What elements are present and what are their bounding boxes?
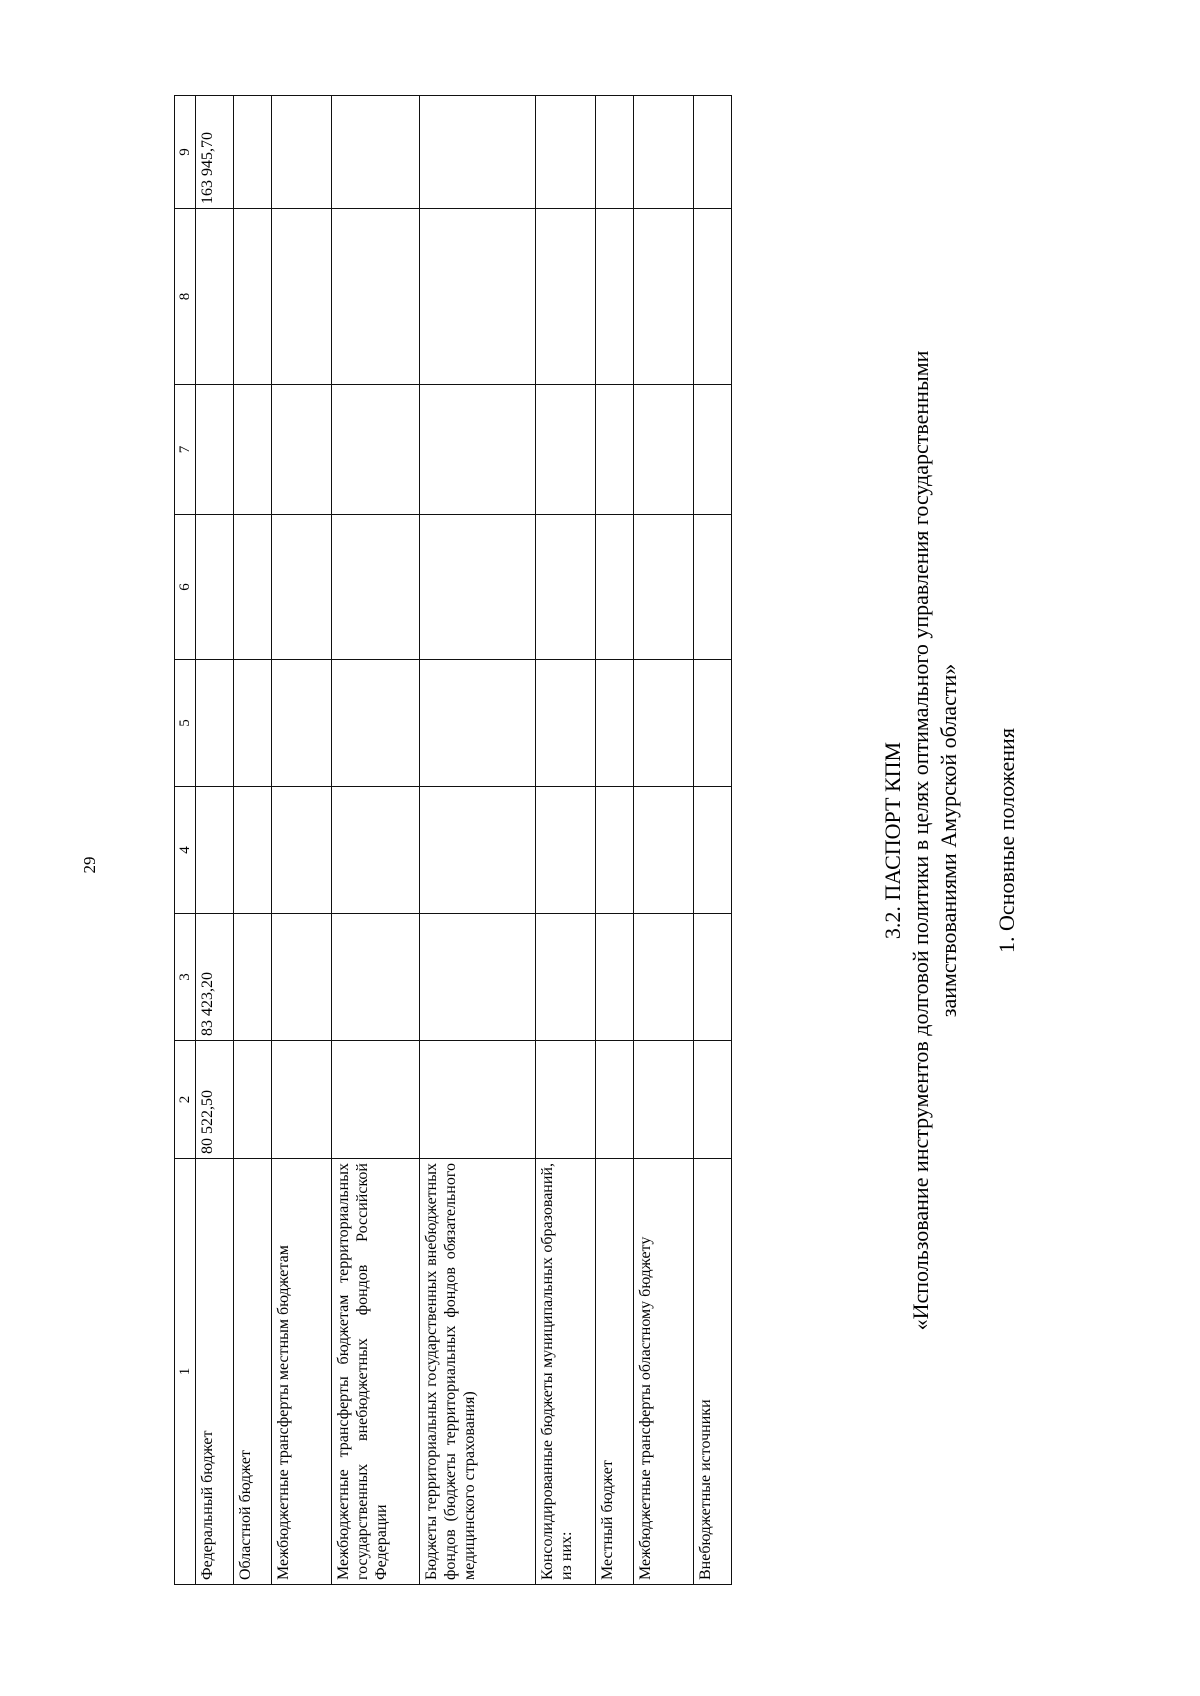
- table-cell: [536, 1041, 596, 1159]
- table-row: [634, 96, 694, 1585]
- table-cell: [420, 96, 536, 209]
- kpm-passport-title: [879, 96, 1021, 1585]
- table-cell: [596, 914, 634, 1041]
- page-number: 29: [80, 856, 99, 874]
- table-cell: [196, 209, 234, 385]
- table-cell: [536, 209, 596, 385]
- table-cell: [234, 515, 272, 660]
- table-cell: [272, 914, 332, 1041]
- table-row: [596, 96, 634, 1585]
- row-label: Внебюджетные источники: [694, 1159, 732, 1585]
- table-cell: [634, 660, 694, 787]
- table-cell: [694, 1041, 732, 1159]
- row-label: Межбюджетные трансферты областному бюджету: [634, 1159, 694, 1585]
- table-cell: [634, 515, 694, 660]
- table-cell: [332, 515, 420, 660]
- table-cell: 163 945,70: [196, 96, 234, 209]
- table-cell: [272, 209, 332, 385]
- row-label: Межбюджетные трансферты местным бюджетам: [272, 1159, 332, 1585]
- table-header-row: [175, 96, 196, 1585]
- table-cell: [536, 515, 596, 660]
- table-cell: [234, 209, 272, 385]
- column-header: 5: [175, 660, 196, 787]
- table-cell: [420, 660, 536, 787]
- table-cell: [634, 385, 694, 515]
- table-cell: [420, 385, 536, 515]
- table-cell: [634, 209, 694, 385]
- table-cell: [332, 96, 420, 209]
- table-cell: [234, 787, 272, 914]
- table-cell: [196, 787, 234, 914]
- table-cell: [234, 914, 272, 1041]
- table-cell: [536, 787, 596, 914]
- column-header: 7: [175, 385, 196, 515]
- table-cell: [694, 660, 732, 787]
- table-row: [536, 96, 596, 1585]
- row-label: Консолидированные бюджеты муниципальных образований, из них:: [536, 1159, 596, 1585]
- table-cell: [420, 1041, 536, 1159]
- table-cell: [634, 787, 694, 914]
- column-header: 9: [175, 96, 196, 209]
- table-cell: [420, 209, 536, 385]
- table-cell: 80 522,50: [196, 1041, 234, 1159]
- table-cell: [234, 385, 272, 515]
- table-cell: [694, 914, 732, 1041]
- table-row: [420, 96, 536, 1585]
- row-label: Местный бюджет: [596, 1159, 634, 1585]
- column-header: 8: [175, 209, 196, 385]
- table-cell: [634, 1041, 694, 1159]
- table-cell: [634, 914, 694, 1041]
- table-cell: [272, 96, 332, 209]
- title-line: «Использование инструментов долговой политики в целях оптимального управления государственными: [908, 350, 933, 1331]
- table-cell: [596, 385, 634, 515]
- table-cell: [234, 96, 272, 209]
- table-cell: [596, 1041, 634, 1159]
- table-cell: [694, 385, 732, 515]
- table-cell: [332, 209, 420, 385]
- table-cell: [694, 96, 732, 209]
- table-cell: [634, 96, 694, 209]
- table-cell: [596, 209, 634, 385]
- table-cell: [272, 787, 332, 914]
- table-cell: [196, 660, 234, 787]
- column-header: 2: [175, 1041, 196, 1159]
- table-cell: [272, 385, 332, 515]
- row-label: Областной бюджет: [234, 1159, 272, 1585]
- table-cell: [420, 515, 536, 660]
- table-cell: [420, 914, 536, 1041]
- table-cell: [332, 660, 420, 787]
- table-cell: [694, 209, 732, 385]
- table-cell: [596, 787, 634, 914]
- title-line: 3.2. ПАСПОРТ КПМ: [880, 741, 905, 940]
- title-line: заимствованиями Амурской области»: [936, 663, 961, 1018]
- table-cell: [272, 660, 332, 787]
- table-cell: [196, 515, 234, 660]
- column-header: 4: [175, 787, 196, 914]
- table-cell: [596, 515, 634, 660]
- table-row: [694, 96, 732, 1585]
- funding-table: [174, 95, 732, 1585]
- table-cell: [536, 660, 596, 787]
- table-cell: [332, 787, 420, 914]
- rotated-content: [174, 95, 1174, 1585]
- table-cell: [272, 1041, 332, 1159]
- column-header: 1: [175, 1159, 196, 1585]
- table-cell: [536, 96, 596, 209]
- table-cell: [234, 660, 272, 787]
- table-body: [196, 96, 732, 1585]
- table-cell: [272, 515, 332, 660]
- table-row: [332, 96, 420, 1585]
- table-cell: [196, 385, 234, 515]
- column-header: 3: [175, 914, 196, 1041]
- table-cell: [420, 787, 536, 914]
- table-cell: [332, 385, 420, 515]
- table-cell: [332, 914, 420, 1041]
- row-label: Федеральный бюджет: [196, 1159, 234, 1585]
- table-cell: [234, 1041, 272, 1159]
- table-row: [272, 96, 332, 1585]
- table-cell: [536, 385, 596, 515]
- table-cell: [694, 787, 732, 914]
- section-heading: 1. Основные положения: [994, 728, 1019, 953]
- table-cell: 83 423,20: [196, 914, 234, 1041]
- row-label: Межбюджетные трансферты бюджетам территориальных государственных внебюджетных фондов Российской Федерации: [332, 1159, 420, 1585]
- table-cell: [596, 96, 634, 209]
- table-cell: [694, 515, 732, 660]
- column-header: 6: [175, 515, 196, 660]
- table-row: [196, 96, 234, 1585]
- table-cell: [536, 914, 596, 1041]
- table-cell: [332, 1041, 420, 1159]
- table-cell: [596, 660, 634, 787]
- table-row: [234, 96, 272, 1585]
- row-label: Бюджеты территориальных государственных внебюджетных фондов (бюджеты территориальных фондов обязательного медицинского страхования): [420, 1159, 536, 1585]
